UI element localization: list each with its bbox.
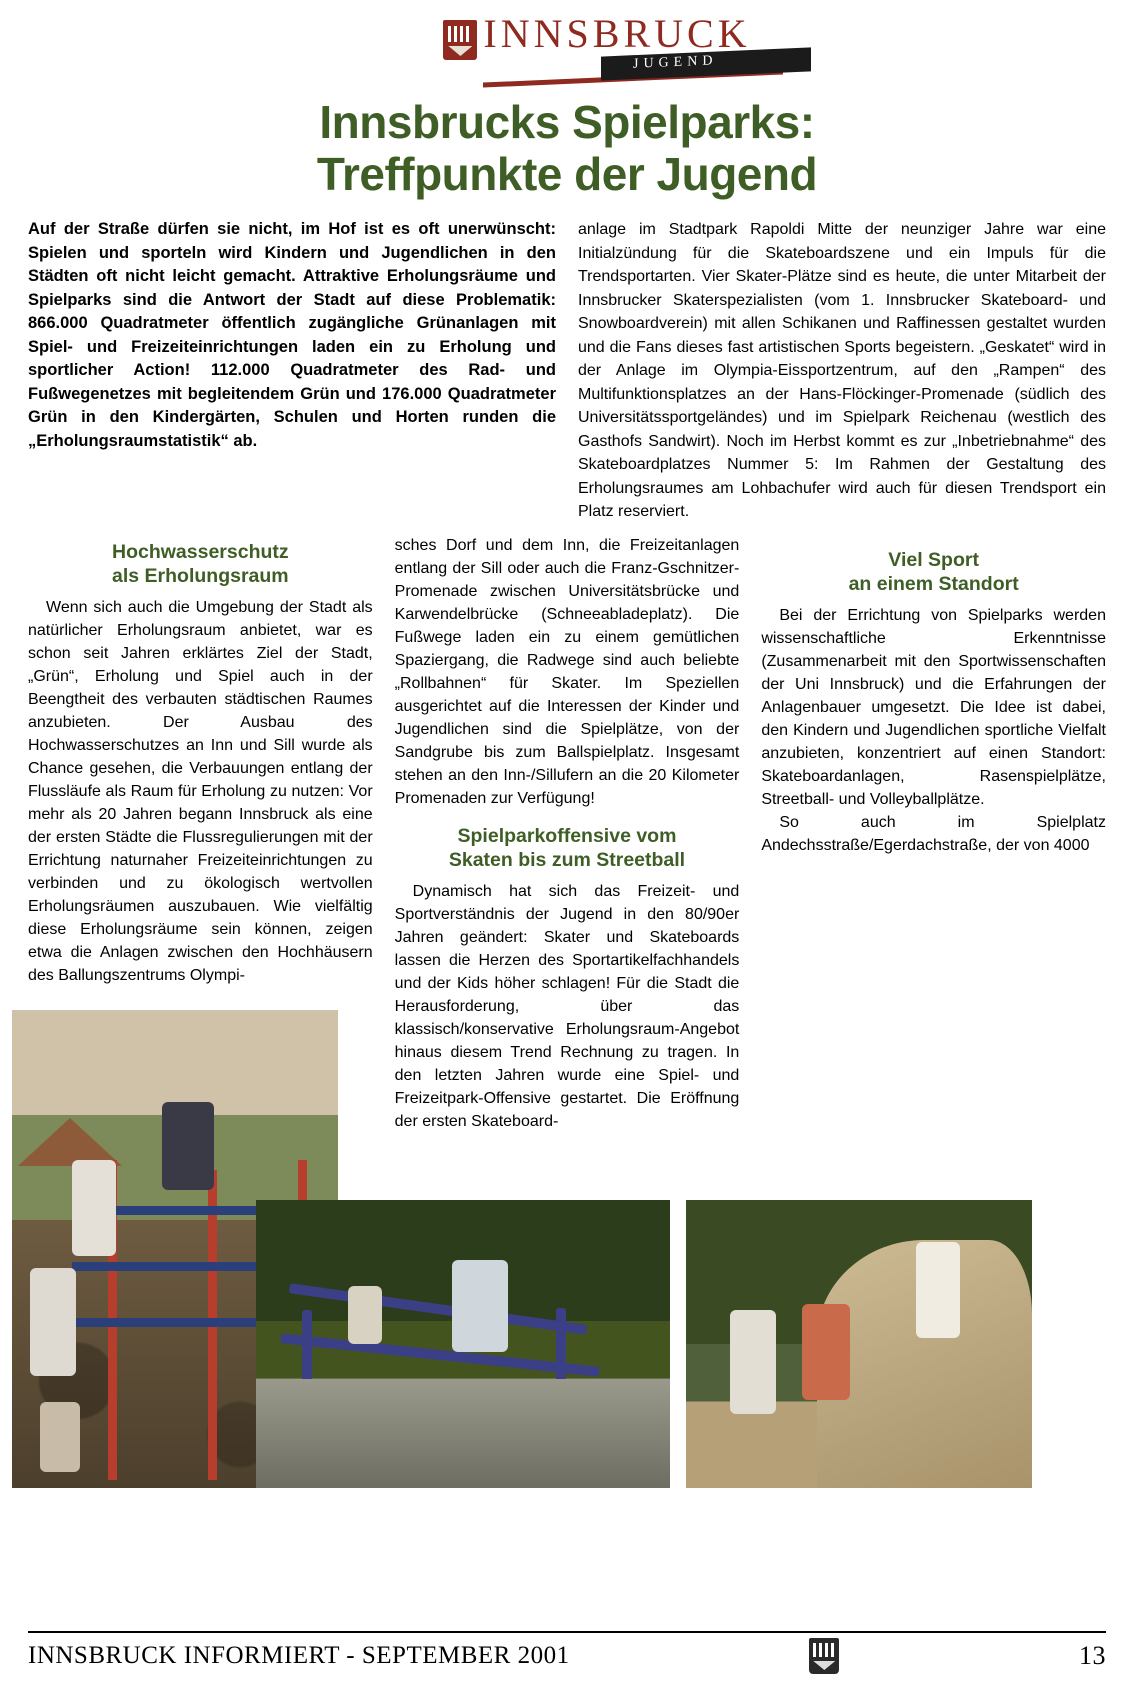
page-number: 13	[1078, 1641, 1106, 1670]
subhead-viel-sport-line1: Viel Sport	[888, 548, 979, 571]
column-2-body-top: sches Dorf und dem Inn, die Freizeitanlagen entlang der Sill oder auch die Franz-Gschnitzer-Promenade zwischen Universitätsbrücke und Karwendelbrücke (Schneeabladeplatz). Die Fußwege laden ein zu einem gemütlichen Spaziergang, die Radwege sind auch beliebte „Rollbahnen“ für Skater. Im Speziellen ausgerichtet auf die Interessen der Kinder und Jugendlichen sind die Spielplätze, von der Sandgrube bis zum Ballspielplatz. Insgesamt stehen an den Inn-/Sillufern an die 20 Kilometer Promenaden zur Verfügung!	[394, 536, 740, 807]
subhead-hochwasserschutz-line2: als Erholungsraum	[112, 564, 289, 587]
child-figure	[730, 1310, 776, 1414]
ramp-post	[302, 1310, 312, 1430]
footer-title: INNSBRUCK INFORMIERT - SEPTEMBER 2001	[28, 1642, 570, 1669]
page-footer	[28, 1631, 1106, 1679]
page-title-line2: Treffpunkte der Jugend	[316, 148, 818, 200]
lead-section	[28, 218, 1106, 524]
innsbruck-coat-of-arms-icon	[443, 20, 477, 60]
column-3-body-2: So auch im Spielplatz Andechsstraße/Egerdachstraße, der von 4000	[761, 813, 1106, 854]
subhead-hochwasserschutz-line1: Hochwasserschutz	[112, 540, 289, 563]
column-1-body: Wenn sich auch die Umgebung der Stadt als natürlicher Erholungsraum anbietet, war es schon seit Jahren erklärtes Ziel der Stadt, „Grün“, Erholung und Spiel auch in der Beengtheit des verbauten städtischen Raumes anzubieten. Der Ausbau des Hochwasserschutzes an Inn und Sill wurde als Chance gesehen, die Verbauungen entlang der Flussläufe als Raum für Erholung zu nutzen: Vor mehr als 20 Jahren begann Innsbruck als eine der ersten Städte die Flussregulierungen mit der Errichtung naturnaher Freizeiteinrichtungen zu verbinden und zu ökologisch wertvollen Erholungsräumen auszubauen. Wie vielfältig diese Erholungsräume sein können, zeigen etwa die Anlagen zwischen den Hochhäusern des Ballungszentrums Olympi-	[28, 598, 373, 984]
child-figure	[916, 1242, 960, 1338]
column-1	[28, 534, 373, 987]
masthead	[28, 0, 1106, 92]
playhouse-roof-shape	[18, 1118, 122, 1166]
child-figure	[72, 1160, 116, 1256]
column-3-body-1: Bei der Errichtung von Spielparks werden wissenschaftliche Erkenntnisse (Zusammenarbeit mit den Sportwissenschaften der Uni Innsbruck) und die Erfahrungen der Anlagenbauer umgesetzt. Die Idee ist dabei, den Kindern und Jugendlichen sportliche Vielfalt anzubieten, konzentriert auf einen Standort: Skateboardanlagen, Rasenspielplätze, Streetball- und Volleyballplätze.	[761, 606, 1106, 808]
child-figure	[162, 1102, 214, 1190]
subhead-viel-sport	[761, 548, 1106, 596]
subhead-viel-sport-line2: an einem Standort	[848, 572, 1019, 595]
column-3	[761, 534, 1106, 857]
person-figure	[348, 1286, 382, 1344]
subhead-spielparkoffensive-line1: Spielparkoffensive vom	[457, 824, 677, 847]
lead-right: anlage im Stadtpark Rapoldi Mitte der neunziger Jahre war eine Initialzündung für die Skateboardszene und ein Impuls für die Trendsportarten. Vier Skater-Plätze sind es heute, die unter Mitarbeit der Innsbrucker Skaterspezialisten (vom 1. Innsbrucker Skateboard- und Snowboardverein) mit allen Schikanen und Raffinessen gestaltet wurden und die Fans dieses fast artistischen Sports begeistern. „Geskatet“ wird in der Anlage im Olympia-Eissportzentrum, auf den „Rampen“ des Multifunktionsplatzes an der Hans-Flöckinger-Promenade (südlich des Universitätssportgeländes) und im Spielpark Reichenau (westlich des Gasthofs Sandwirt). Noch im Herbst kommt es zur „Inbetriebnahme“ des Skateboardplatzes Nummer 5: Im Rahmen der Gestaltung des Erholungsraumes am Lohbachufer wird auch für diesen Trendsport ein Platz reserviert.	[578, 221, 1106, 520]
skateboard-ramp-photo	[256, 1200, 670, 1488]
child-figure	[30, 1268, 76, 1376]
column-2	[395, 534, 740, 1133]
subhead-spielparkoffensive-line2: Skaten bis zum Streetball	[448, 848, 686, 871]
masthead-wordmark: INNSBRUCK	[483, 11, 751, 56]
skater-figure	[452, 1260, 508, 1352]
ramp-rail	[289, 1283, 587, 1335]
masthead-subword-wrap	[483, 50, 750, 80]
column-2-body-bottom: Dynamisch hat sich das Freizeit- und Sportverständnis der Jugend in den 80/90er Jahren geändert: Skater und Skateboards lassen die Herzen des Sportartikelfachhandels und der Kids höher schlagen! Für die Stadt die Herausforderung, über das klassisch/konservative Erholungsraum-Angebot hinaus diesem Trend Rechnung zu tragen. In den letzten Jahren wurde eine Spiel- und Freizeitpark-Offensive gestartet. Die Eröffnung der ersten Skateboard-	[394, 882, 740, 1130]
subhead-hochwasserschutz	[28, 540, 373, 588]
subhead-spielparkoffensive	[395, 824, 740, 872]
climbing-rock-playground-photo	[686, 1200, 1032, 1488]
lead-left: Auf der Straße dürfen sie nicht, im Hof ist es oft unerwünscht: Spielen und sporteln wird Kindern und Jugendlichen in den Städten oft nicht leicht gemacht. Attraktive Erholungsräume und Spielparks sind die Antwort der Stadt auf diese Problematik: 866.000 Quadratmeter öffentlich zugängliche Grünanlagen mit Spiel- und Freizeiteinrichtungen laden ein zu Erholung und sportlicher Action! 112.000 Quadratmeter des Rad- und Fußwegenetzes mit begleitendem Grün und 176.000 Quadratmeter Grün in den Kindergärten, Schulen und Horten runden die „Erholungsraumstatistik“ ab.	[28, 220, 556, 450]
child-figure	[40, 1402, 80, 1472]
masthead-subword: JUGEND	[633, 53, 718, 72]
ramp-rail	[280, 1333, 599, 1376]
ramp-post	[556, 1308, 566, 1418]
child-figure	[802, 1304, 850, 1400]
page-title	[28, 96, 1106, 200]
page-title-line1: Innsbrucks Spielparks:	[319, 96, 815, 148]
innsbruck-coat-of-arms-icon	[809, 1638, 839, 1674]
